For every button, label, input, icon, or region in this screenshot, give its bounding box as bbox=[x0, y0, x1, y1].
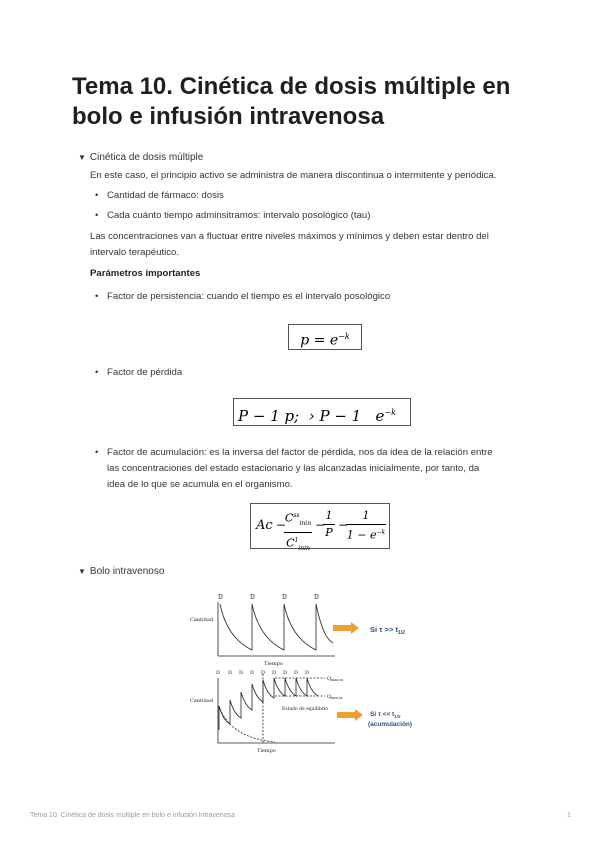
dose-label: D bbox=[294, 670, 299, 676]
top-y-axis-label: Cantidad bbox=[190, 617, 214, 623]
toggle-cinetica-dosis-multiple[interactable] bbox=[78, 152, 203, 163]
dose-label: D bbox=[305, 670, 310, 676]
bottom-y-axis-label: Cantidad bbox=[190, 698, 214, 704]
formula-factor-acumulacion: Ac − $C^{ss}_{inin}$ $C^1_{inin}$ − 1 P − 1 $1 - e^{-k}$ bbox=[250, 503, 390, 549]
dose-label: D bbox=[272, 670, 277, 676]
steady-state-label: Estado de equilibrio bbox=[282, 707, 329, 712]
dose-label: D bbox=[239, 670, 244, 676]
dose-label: D bbox=[250, 670, 255, 676]
annotation-accumulation: Si $\tau << t_{1/2}$ bbox=[370, 711, 401, 719]
dose-label: D bbox=[228, 670, 233, 676]
arrow-icon bbox=[333, 622, 359, 634]
bottom-single-decay bbox=[219, 706, 275, 742]
page-number: 1 bbox=[567, 812, 571, 819]
dose-label: D bbox=[216, 670, 221, 676]
dose-label: D bbox=[283, 670, 288, 676]
bullet-icon: • bbox=[95, 367, 99, 378]
toggle-triangle-icon[interactable]: ▼ bbox=[78, 567, 86, 576]
bullet-icon: • bbox=[95, 210, 99, 221]
bottom-x-axis-label: Tiempo bbox=[257, 748, 276, 754]
annotation-accumulation-note: (acumulación) bbox=[368, 721, 413, 728]
top-x-axis-label: Tiempo bbox=[264, 661, 283, 667]
bullet-icon: • bbox=[95, 291, 99, 302]
page-title: Tema 10. Cinética de dosis múltiple en bolo e infusión intravenosa bbox=[72, 73, 511, 130]
qmax-label: $Q_{max,ss}$ bbox=[327, 676, 344, 682]
dose-label: D bbox=[261, 670, 266, 676]
list-item: • Factor de acumulación: es la inversa del factor de pérdida, nos da idea de la relación entre bbox=[107, 444, 493, 461]
dose-label: D bbox=[282, 594, 287, 601]
list-item: • Factor de pérdida bbox=[107, 364, 182, 381]
bullet-icon: • bbox=[95, 447, 99, 458]
paragraph-line: las concentraciones del estado estacionario y las alcanzadas inicialmente, por tanto, da bbox=[107, 463, 480, 474]
dose-label: D bbox=[250, 594, 255, 601]
paragraph-line: idea de lo que se acumula en el organismo. bbox=[107, 479, 293, 490]
list-item: • Factor de persistencia: cuando el tiempo es el intervalo posológico bbox=[107, 288, 390, 305]
qmin-label: $Q_{min,ss}$ bbox=[327, 694, 343, 700]
list-item: • Cada cuánto tiempo adminsitramos: intervalo posológico (tau) bbox=[107, 207, 370, 224]
bottom-accumulation-curve bbox=[219, 678, 318, 730]
toggle-triangle-icon[interactable]: ▼ bbox=[78, 153, 86, 162]
annotation-no-accumulation: Si $\tau >> t_{1/2}$ bbox=[370, 625, 405, 636]
toggle-label: Bolo intravenoso bbox=[89, 566, 165, 577]
bullet-icon: • bbox=[95, 190, 99, 201]
bolo-intravenoso-diagram bbox=[185, 588, 435, 758]
toggle-label: Cinética de dosis múltiple bbox=[89, 152, 204, 163]
list-item: • Cantidad de fármaco: dosis bbox=[107, 187, 224, 204]
dose-label: D bbox=[314, 594, 319, 601]
paragraph-line: Las concentraciones van a fluctuar entre niveles máximos y mínimos y deben estar dentro del bbox=[90, 231, 489, 242]
formula-factor-perdida: P − 1 p; › P − 1 $e^{-k}$ bbox=[233, 398, 411, 426]
intro-text: En este caso, el principio activo se administra de manera discontinua o intermitente y periódica. bbox=[90, 170, 497, 181]
dose-label: D bbox=[218, 594, 223, 601]
toggle-bolo-intravenoso[interactable] bbox=[78, 566, 164, 577]
formula-factor-persistencia: $p = e^{-k}$ bbox=[288, 324, 362, 350]
section-heading: Parámetros importantes bbox=[90, 268, 201, 279]
top-decay-curve bbox=[220, 604, 333, 650]
paragraph-line: intervalo terapéutico. bbox=[90, 247, 180, 258]
footer-title: Tema 10. Cinética de dosis múltiple en bolo e infusión intravenosa bbox=[30, 812, 236, 819]
arrow-icon bbox=[337, 709, 363, 721]
